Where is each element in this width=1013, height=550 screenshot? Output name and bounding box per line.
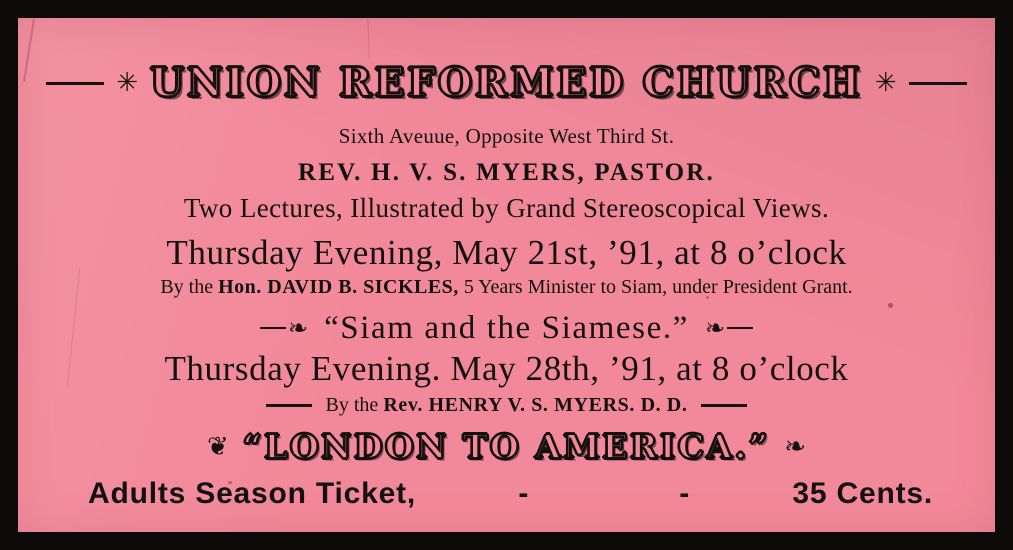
flourish-left-icon: ❧ [258,317,308,341]
page-title: UNION REFORMED CHURCH [150,60,863,106]
church-address: Sixth Aveuue, Opposite West Third St. [338,124,675,148]
snowflake-ornament-left-icon: ✳ [116,68,139,97]
flourish-right-icon: ❧ [705,317,755,341]
credit-suffix: 5 Years Minister to Siam, under President Grant. [458,276,853,298]
title-row [18,60,995,106]
second-lecture-credit-row [18,394,995,417]
credit-prefix: By the [325,394,384,416]
price-label: Adults Season Ticket, [88,477,417,510]
first-lecture-topic: “Siam and the Siamese.” [324,310,689,346]
swash-right-icon: ❧ [784,431,806,461]
credit-speaker-name: Rev. HENRY V. S. MYERS. D. D. [383,394,688,416]
rule-right-small [701,404,747,407]
price-row [88,477,933,511]
handbill-card [18,18,995,532]
rule-right [909,82,967,85]
second-lecture-credit [326,394,688,417]
rule-left-small [266,404,312,407]
rule-left [46,82,104,85]
credit-prefix: By the [160,276,219,298]
price-dash-first: - [518,477,530,510]
second-topic-row [18,427,995,466]
pastor-name: REV. H. V. S. MYERS, PASTOR. [297,159,716,186]
second-lecture-date: Thursday Evening. May 28th, ’91, at 8 o’clock [164,349,849,388]
swash-left-icon: ❦ [207,431,229,461]
snowflake-ornament-right-icon: ✳ [874,68,897,97]
credit-speaker-name: Hon. DAVID B. SICKLES, [218,276,459,298]
first-lecture-credit [18,276,995,299]
price-dashes [416,477,792,511]
handbill-content [18,18,995,532]
lectures-description: Two Lectures, Illustrated by Grand Stereoscopical Views. [183,193,830,223]
first-lecture-date: Thursday Evening, May 21st, ’91, at 8 o’clock [166,233,847,272]
first-topic-row [18,310,995,347]
price-value: 35 Cents. [792,477,933,510]
price-dash-second: - [679,477,690,510]
second-lecture-topic: “LONDON TO AMERICA.” [242,427,771,466]
